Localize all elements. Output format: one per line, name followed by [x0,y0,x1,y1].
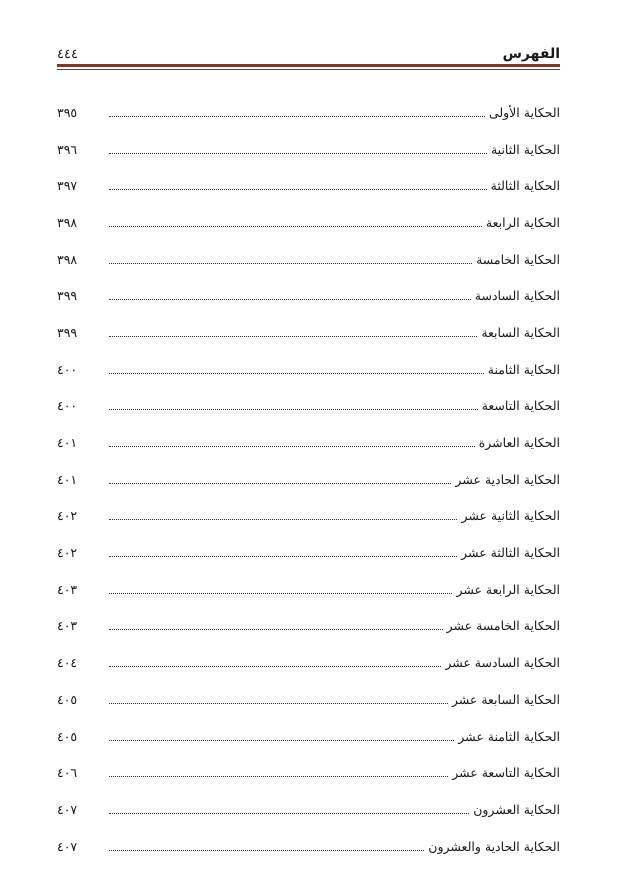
toc-entry-title: الحكاية الرابعة [485,214,560,230]
toc-entry-page: ٤٠٢ [57,545,78,561]
toc-entry-page: ٤٠٦ [57,765,78,781]
dot-leader [109,703,448,704]
toc-entry-title: الحكاية العشرون [473,801,560,817]
toc-entry-title: الحكاية الخامسة عشر [446,618,560,634]
toc-entry-title: الحكاية السادسة عشر [445,655,560,671]
toc-entry-title: الحكاية التاسعة عشر [452,765,560,781]
toc-entry [57,754,560,791]
dot-leader [109,373,484,374]
toc-entry-title: الحكاية الأولى [488,104,560,120]
toc-entry-title: الحكاية الخامسة [476,251,560,267]
dot-leader [109,740,454,741]
toc-entry-title: الحكاية السابعة عشر [451,691,560,707]
toc-entry-page: ٤٠٠ [57,361,78,377]
toc-entry-title: الحكاية الثالثة عشر [461,545,560,561]
toc-entry-title: الحكاية الحادية عشر [455,471,560,487]
toc-entry-page: ٤٠٢ [57,508,78,524]
toc-entry-page: ٣٩٨ [57,251,78,267]
toc-entry-title: الحكاية الثانية [490,141,560,157]
toc-entry [57,204,560,241]
toc-entry-title: الحكاية السادسة [474,288,560,304]
page-number: ٤٤٤ [57,47,78,62]
dot-leader [109,813,469,814]
table-of-contents [57,94,560,864]
toc-entry-page: ٤٠٧ [57,838,78,854]
toc-entry [57,131,560,168]
toc-entry-title: الحكاية الحادية والعشرون [428,838,560,854]
dot-leader [109,483,451,484]
toc-entry [57,644,560,681]
dot-leader [109,189,487,190]
toc-entry-title: الحكاية الرابعة عشر [456,581,560,597]
toc-entry [57,277,560,314]
toc-entry-page: ٤٠٣ [57,618,78,634]
toc-entry-page: ٤٠٣ [57,581,78,597]
page-header [57,38,560,62]
toc-entry-page: ٤٠١ [57,471,78,487]
toc-entry-page: ٣٩٥ [57,104,78,120]
toc-entry [57,681,560,718]
toc-entry-title: الحكاية العاشرة [478,435,560,451]
dot-leader [109,226,482,227]
toc-entry-page: ٣٩٨ [57,214,78,230]
dot-leader [109,153,487,154]
dot-leader [109,519,457,520]
toc-entry [57,388,560,425]
toc-entry-page: ٤٠٥ [57,728,78,744]
dot-leader [109,629,443,630]
toc-entry-title: الحكاية الثامنة [487,361,560,377]
toc-entry [57,314,560,351]
toc-entry [57,167,560,204]
toc-entry [57,94,560,131]
toc-entry-title: الحكاية الثالثة [490,178,560,194]
toc-entry-page: ٣٩٩ [57,288,78,304]
dot-leader [109,299,471,300]
header-rule-thick [57,64,560,67]
toc-entry-title: الحكاية السابعة [481,324,560,340]
toc-entry-page: ٣٩٩ [57,324,78,340]
toc-entry [57,791,560,828]
toc-entry-title: الحكاية الثانية عشر [461,508,560,524]
toc-entry [57,351,560,388]
toc-entry [57,498,560,535]
toc-entry-title: الحكاية التاسعة [481,398,560,414]
toc-entry [57,241,560,278]
dot-leader [109,850,424,851]
toc-entry-page: ٤٠٧ [57,801,78,817]
dot-leader [109,336,477,337]
dot-leader [109,263,472,264]
dot-leader [109,776,448,777]
toc-entry [57,608,560,645]
toc-entry-page: ٣٩٧ [57,178,78,194]
dot-leader [109,446,475,447]
toc-entry [57,571,560,608]
toc-entry-page: ٤٠٥ [57,691,78,707]
toc-entry-page: ٤٠٠ [57,398,78,414]
toc-entry-page: ٤٠١ [57,435,78,451]
toc-entry-page: ٣٩٦ [57,141,78,157]
toc-entry-page: ٤٠٤ [57,655,78,671]
header-rule-thin [57,69,560,70]
toc-entry-title: الحكاية الثامنة عشر [458,728,560,744]
page-title: الفهرس [502,46,560,62]
toc-entry [57,461,560,498]
toc-entry [57,828,560,865]
dot-leader [109,116,485,117]
dot-leader [109,666,441,667]
dot-leader [109,593,452,594]
toc-entry [57,534,560,571]
toc-entry [57,424,560,461]
dot-leader [109,556,457,557]
dot-leader [109,409,478,410]
toc-entry [57,718,560,755]
